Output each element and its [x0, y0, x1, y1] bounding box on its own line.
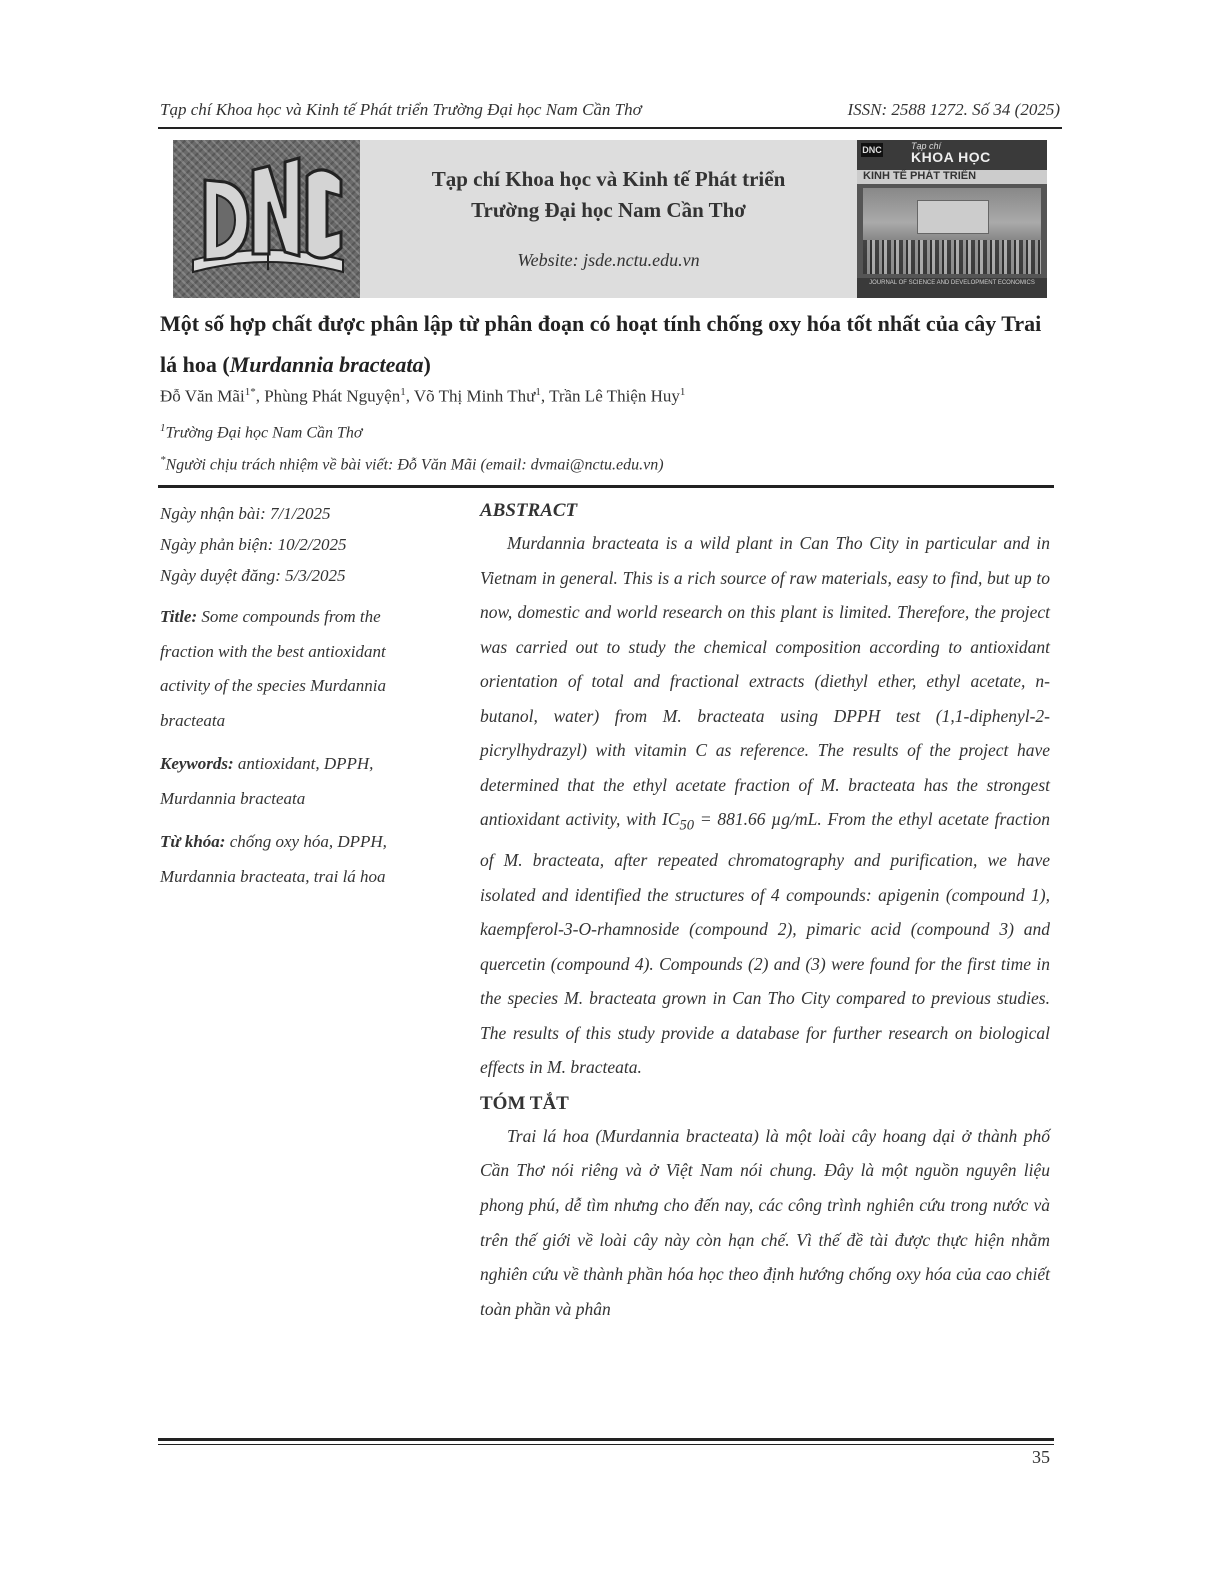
footer-rule-thin — [158, 1444, 1054, 1445]
abstract-heading: ABSTRACT — [480, 500, 578, 521]
banner-title-line2: Trường Đại học Nam Cần Thơ — [471, 198, 746, 222]
journal-name-header: Tạp chí Khoa học và Kinh tế Phát triển Trường Đại học Nam Cần Thơ — [160, 100, 642, 119]
cover-footer: JOURNAL OF SCIENCE AND DEVELOPMENT ECONOMICS — [857, 278, 1047, 298]
article-dates — [160, 498, 435, 591]
journal-banner — [173, 140, 1047, 298]
cover-logo: DNC — [862, 145, 882, 155]
abstract-column — [480, 498, 1050, 1327]
author-sup: 1 — [535, 386, 541, 398]
affiliation-sup: 1 — [160, 422, 166, 434]
tukhoa-label: Từ khóa: — [160, 832, 226, 851]
ic50-subscript: 50 — [679, 817, 695, 834]
abstract-text-part1: Murdannia bracteata is a wild plant in Can Tho City in particular and in Vietnam in general. This is a rich source of raw materials, easy to find, but up to now, domestic and world research on this plant is limited. Therefore, the project was carried out to study the chemical composition according to antioxidant orientation of total and fractional extracts (diethyl ether, ethyl acetate, n-butanol, water) from M. bracteata using DPPH test (1,1-diphenyl-2-picrylhydrazyl) with vitamin C as reference. The results of the project have determined that the ethyl acetate fraction of M. bracteata has the strongest antioxidant activity, with IC — [480, 533, 1050, 829]
author-name: Võ Thị Minh Thư — [413, 386, 536, 406]
author-sup: 1* — [244, 386, 256, 398]
article-title — [160, 303, 1060, 385]
page-number: 35 — [1032, 1447, 1050, 1467]
running-head — [160, 100, 1060, 120]
keywords — [160, 747, 435, 816]
vietnamese-keywords — [160, 825, 435, 894]
title-close: ) — [423, 352, 431, 377]
received-date: Ngày nhận bài: 7/1/2025 — [160, 504, 331, 523]
article-info-sidebar — [160, 498, 435, 894]
title-species: Murdannia bracteata — [229, 352, 424, 377]
journal-cover-thumbnail — [857, 140, 1047, 298]
title-rule — [158, 485, 1054, 488]
title-value: Some compounds from the fraction with the best antioxidant activity of the species Murdannia bracteata — [160, 607, 386, 730]
banner-website: Website: jsde.nctu.edu.vn — [517, 250, 700, 270]
abstract-text — [480, 526, 1050, 1085]
english-title — [160, 600, 435, 738]
banner-title-box — [360, 140, 857, 298]
title-text: Một số hợp chất được phân lập từ phân đoạn có hoạt tính chống oxy hóa tốt nhất của cây Trai lá hoa ( — [160, 311, 1042, 377]
cover-people — [863, 240, 1041, 274]
author-name: Trần Lê Thiện Huy — [549, 386, 680, 406]
cover-stage-banner — [917, 200, 989, 234]
dnc-logo — [173, 140, 360, 298]
keywords-label: Keywords: — [160, 754, 234, 773]
author-name: Đỗ Văn Mãi — [160, 386, 245, 406]
tomtat-heading: TÓM TẮT — [480, 1092, 569, 1114]
review-date: Ngày phản biện: 10/2/2025 — [160, 535, 347, 554]
footer-rule-thick — [158, 1438, 1054, 1441]
tukhoa-value: chống oxy hóa, DPPH, Murdannia bracteata, trai lá hoa — [160, 832, 387, 886]
author-list: Đỗ Văn Mãi$^{1*}$, Phùng Phát Nguyện$^1$, Võ Thị Minh Thư$^1$, Trần Lê Thiện Huy$^1$ — [160, 386, 686, 406]
accepted-date: Ngày duyệt đăng: 5/3/2025 — [160, 566, 346, 585]
cover-subtitle: KINH TẾ PHÁT TRIỂN — [863, 170, 977, 182]
corresponding-sup: * — [160, 454, 166, 466]
author-sup: 1 — [679, 386, 686, 398]
abstract-text-part2: = 881.66 µg/mL. From the ethyl acetate fraction of M. bracteata, after repeated chromatography and purification, we have isolated and identified the structures of 4 compounds: apigenin (compound 1), kaempferol-3-O-rhamnoside (compound 2), pimaric acid (compound 3) and quercetin (compound 4). Compounds (2) and (3) were found for the first time in the species M. bracteata grown in Can Tho City compared to previous studies. The results of this study provide a database for further research on biological effects in M. bracteata. — [480, 809, 1050, 1077]
author-sup: 1 — [400, 386, 406, 398]
keywords-value: antioxidant, DPPH, Murdannia bracteata — [160, 754, 374, 808]
issn-issue-header: ISSN: 2588 1272. Số 34 (2025) — [847, 100, 1060, 119]
affiliation — [160, 422, 362, 442]
banner-title — [360, 164, 857, 226]
author-name: Phùng Phát Nguyện — [264, 386, 401, 406]
dnc-logo-graphic — [173, 140, 360, 298]
corresponding-author — [160, 454, 664, 474]
banner-title-line1: Tạp chí Khoa học và Kinh tế Phát triển — [431, 167, 786, 191]
corresponding-text: Người chịu trách nhiệm về bài viết: Đỗ Văn Mãi (email: dvmai@nctu.edu.vn) — [165, 456, 664, 474]
cover-small-title: Tạp chí — [911, 141, 942, 151]
tomtat-text: Trai lá hoa (Murdannia bracteata) là một loài cây hoang dại ở thành phố Cần Thơ nói riêng và ở Việt Nam nói chung. Đây là một nguồn nguyên liệu phong phú, dễ tìm nhưng cho đến nay, các công trình nghiên cứu trong nước và trên thế giới về loài cây này còn hạn chế. Vì thế đề tài được thực hiện nhằm nghiên cứu về thành phần hóa học theo định hướng chống oxy hóa của cao chiết toàn phần và phân — [480, 1125, 1050, 1320]
header-rule — [158, 127, 1062, 129]
title-label: Title: — [160, 607, 198, 626]
affiliation-text: Trường Đại học Nam Cần Thơ — [165, 424, 363, 442]
cover-big-title: KHOA HỌC — [911, 149, 991, 165]
